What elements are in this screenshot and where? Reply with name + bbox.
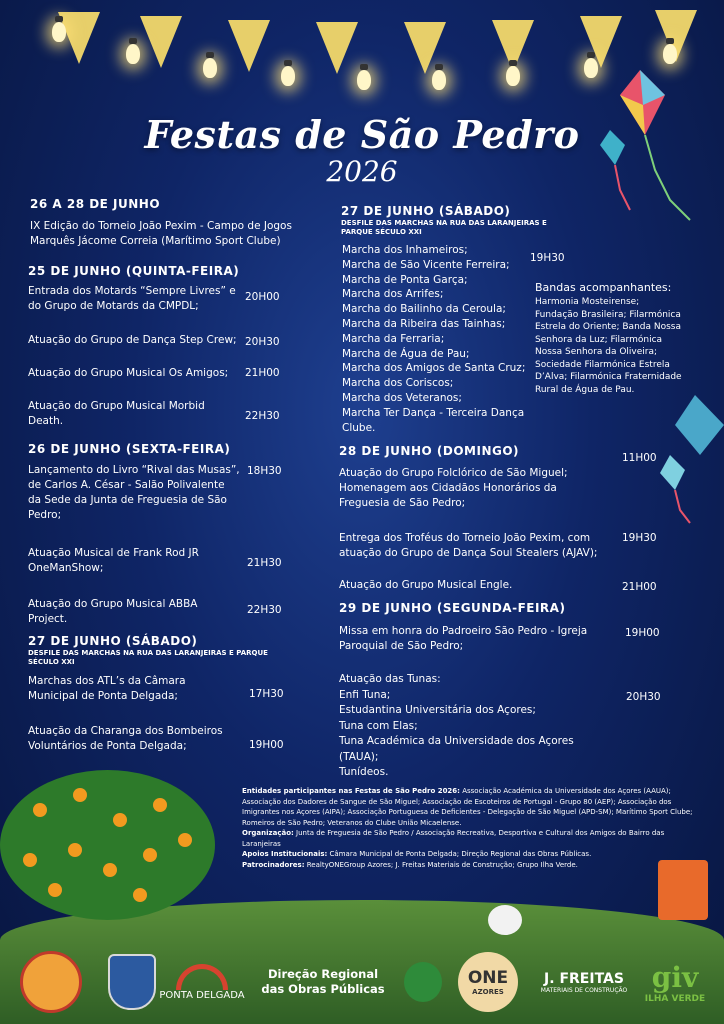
event-time: 22H30 xyxy=(245,410,280,422)
logo-text: giv xyxy=(651,960,699,994)
event-time: 19H30 xyxy=(622,532,657,544)
event-text: Entrada dos Motards “Sempre Livres” e do Grupo de Motards da CMPDL; xyxy=(28,285,236,312)
direcao-regional-logo xyxy=(252,952,394,1012)
event-year: 2026 xyxy=(326,155,398,188)
credits xyxy=(242,786,694,870)
event-text: Marchas dos ATL’s da Câmara Municipal de Ponta Delgada; xyxy=(28,675,186,702)
credits-text: Câmara Municipal de Ponta Delgada; Direção Regional das Obras Públicas. xyxy=(329,850,592,858)
list-item: Marcha dos Inhameiros; xyxy=(342,244,468,256)
kite-icon xyxy=(655,395,724,525)
list-item: Marcha dos Coriscos; xyxy=(342,377,454,390)
event-time: 17H30 xyxy=(249,688,284,700)
credits-label: Organização: xyxy=(242,829,294,837)
section-heading: 25 DE JUNHO (QUINTA-FEIRA) xyxy=(28,264,240,278)
bands-title: Bandas acompanhantes: xyxy=(535,281,672,294)
event-text: Atuação Musical de Frank Rod JR OneManShow; xyxy=(28,547,199,574)
event-time: 20H30 xyxy=(245,336,280,348)
section-heading: 29 DE JUNHO (SEGUNDA-FEIRA) xyxy=(339,601,566,615)
logo-text: PONTA DELGADA xyxy=(159,989,245,1001)
list-item: Marcha dos Veteranos; xyxy=(342,391,462,404)
event-text: Atuação da Charanga dos Bombeiros Voluntários de Ponta Delgada; xyxy=(28,725,223,752)
credits-label: Apoios Institucionais: xyxy=(242,850,328,858)
section-subheading: DESFILE DAS MARCHAS NA RUA DAS LARANJEIRAS E PARQUE SÉCULO XXI xyxy=(341,219,547,236)
list-item: Marcha de São Vicente Ferreira; xyxy=(342,258,510,271)
light-bulb-icon xyxy=(52,22,66,42)
list-item: Marcha Ter Dança - Terceira Dança Clube. xyxy=(342,406,525,434)
section-heading: 27 DE JUNHO (SÁBADO) xyxy=(341,204,511,218)
section-heading: 28 DE JUNHO (DOMINGO) xyxy=(339,444,520,458)
event-time: 21H00 xyxy=(245,367,280,379)
list-item: Tunídeos. xyxy=(339,766,389,778)
section-heading: 26 DE JUNHO (SEXTA-FEIRA) xyxy=(28,442,231,456)
event-time: 20H00 xyxy=(245,291,280,303)
list-item: Marcha de Ponta Garça; xyxy=(342,273,468,286)
list-item: Marcha dos Arrifes; xyxy=(342,288,444,301)
light-bulb-icon xyxy=(203,58,217,78)
event-text: Atuação do Grupo Folclórico de São Miguel; Homenagem aos Cidadãos Honorários da Freguesia de São Pedro; xyxy=(339,467,568,509)
esl-logo xyxy=(398,952,448,1012)
event-text: Atuação do Grupo Musical ABBA Project. xyxy=(28,598,198,625)
list-item: Tuna Académica da Universidade dos Açores (TAUA); xyxy=(339,735,574,763)
bands-text: Harmonia Mosteirense; Fundação Brasileira; Filarmónica Estrela do Oriente; Banda Nossa Senhora da Luz; Filarmónica Nossa Senhora da Oliveira; Sociedade Filarmónica Estrela D’Alva; Filarmónica Fraternidade Rural de Água de Pau. xyxy=(535,297,682,395)
section-subheading: DESFILE DAS MARCHAS NA RUA DAS LARANJEIRAS E PARQUE SÉCULO XXI xyxy=(28,649,268,666)
realty-one-logo xyxy=(456,952,520,1012)
event-text: Atuação do Grupo de Dança Step Crew; xyxy=(28,334,237,346)
event-text: IX Edição do Torneio João Pexim - Campo de Jogos Marquês Jácome Correia (Marítimo Sport Clube) xyxy=(30,220,292,247)
junta-sao-pedro-logo xyxy=(20,952,82,1012)
event-text: Entrega dos Troféus do Torneio João Pexim, com atuação do Grupo de Dança Soul Stealers (AJAV); xyxy=(339,532,598,559)
tunas-list xyxy=(339,672,609,781)
light-bulb-icon xyxy=(357,70,371,90)
light-bulb-icon xyxy=(506,66,520,86)
credits-text: RealtyONEGroup Azores; J. Freitas Materiais de Construção; Grupo Ilha Verde. xyxy=(306,860,578,869)
logo-text: ILHA VERDE xyxy=(644,993,706,1004)
list-item: Marcha do Bailinho da Ceroula; xyxy=(342,303,506,316)
event-time: 22H30 xyxy=(247,604,282,616)
logo-text: MATERIAIS DE CONSTRUÇÃO xyxy=(540,986,628,994)
light-bulb-icon xyxy=(126,44,140,64)
orange-tree-illustration xyxy=(0,770,215,920)
list-item: Marcha da Ribeira das Tainhas; xyxy=(342,317,506,330)
credits-text: Junta de Freguesia de São Pedro / Associação Recreativa, Desportiva e Cultural dos Amigos do Bairro das Laranjeiras xyxy=(242,829,665,848)
section-heading: 26 A 28 DE JUNHO xyxy=(30,197,161,211)
marchas-list xyxy=(342,243,527,435)
event-text: Missa em honra do Padroeiro São Pedro - Igreja Paroquial de São Pedro; xyxy=(339,625,588,652)
drum-icon xyxy=(488,905,522,935)
logo-text: ONE xyxy=(467,968,509,988)
section-heading: 27 DE JUNHO (SÁBADO) xyxy=(28,634,198,648)
logo-text: AZORES xyxy=(472,988,504,996)
list-item: Marcha da Ferraria; xyxy=(342,332,445,345)
credits-text: Associação Académica da Universidade dos Açores (AAUA); Associação dos Dadores de Sangue de São Miguel; Associação de Escoteiros de Portugal - Grupo 80 (AEP); Associação dos Imigrantes nos Açores (AIPA); Associação Portuguesa de Deficientes - Delegação de São Miguel (APD-SM); Marítimo Sport Clube; Romeiros de São Pedro; Veteranos do Clube União Micaelense. xyxy=(242,787,693,827)
event-time: 19H00 xyxy=(249,739,284,751)
market-stall-icon xyxy=(658,860,708,920)
event-text: Atuação do Grupo Musical Engle. xyxy=(339,579,513,591)
credits-label: Patrocinadores: xyxy=(242,860,305,869)
list-item: Marcha dos Amigos de Santa Cruz; xyxy=(342,362,526,375)
event-text: Lançamento do Livro “Rival das Musas”, de Carlos A. César - Salão Polivalente da Sede da Junta de Freguesia de São Pedro; xyxy=(28,464,240,521)
ponta-delgada-logo xyxy=(158,952,246,1012)
event-time: 19H30 xyxy=(530,252,565,264)
logo-text: das Obras Públicas xyxy=(261,982,385,996)
event-time: 11H00 xyxy=(622,452,657,464)
coat-of-arms-logo xyxy=(105,952,159,1012)
event-time: 21H00 xyxy=(622,581,657,593)
giv-logo xyxy=(640,952,710,1012)
logo-text: Direção Regional xyxy=(267,967,379,981)
event-time: 20H30 xyxy=(626,691,661,703)
light-bulb-icon xyxy=(432,70,446,90)
event-time: 18H30 xyxy=(247,465,282,477)
list-item: Marcha de Água de Pau; xyxy=(342,347,470,360)
event-text: Atuação do Grupo Musical Os Amigos; xyxy=(28,367,229,379)
page-title: Festas de São Pedro xyxy=(144,112,580,157)
tunas-title: Atuação das Tunas: xyxy=(339,673,441,685)
jfreitas-logo xyxy=(534,952,634,1012)
light-bulb-icon xyxy=(281,66,295,86)
event-time: 21H30 xyxy=(247,557,282,569)
credits-label: Entidades participantes nas Festas de São Pedro 2026: xyxy=(242,787,460,795)
event-time: 19H00 xyxy=(625,627,660,639)
list-item: Enfi Tuna; xyxy=(339,688,391,701)
list-item: Estudantina Universitária dos Açores; xyxy=(339,704,536,716)
list-item: Tuna com Elas; xyxy=(339,719,418,732)
logo-text: J. FREITAS xyxy=(544,970,624,987)
light-bulb-icon xyxy=(663,44,677,64)
event-text: Atuação do Grupo Musical Morbid Death. xyxy=(28,400,205,427)
